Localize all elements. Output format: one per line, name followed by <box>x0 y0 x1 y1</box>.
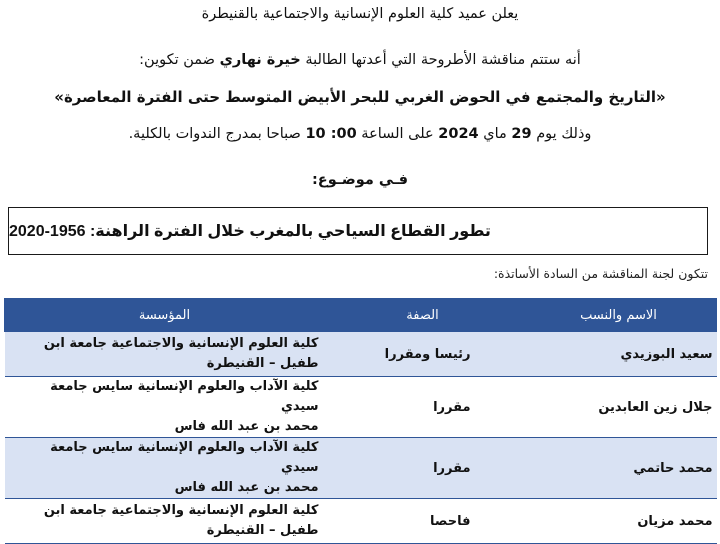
student-name: خيرة نهاري <box>219 52 301 68</box>
header-institution: المؤسسة <box>5 299 325 332</box>
committee-table <box>4 298 717 544</box>
member-role: مقررا <box>325 377 521 438</box>
committee-intro: تتكون لجنة المناقشة من السادة الأساتذة: <box>493 266 708 281</box>
intro-suffix: ضمن تكوين: <box>139 52 215 68</box>
session-line <box>0 126 720 142</box>
session-day: 29 <box>511 126 532 142</box>
member-name: جلال زين العابدين <box>521 377 717 438</box>
member-role: رئيسا ومقررا <box>325 332 521 377</box>
session-year: 2024 <box>438 126 479 142</box>
header-role: الصفة <box>325 299 521 332</box>
institution-line-2: محمد بن عبد الله فاس <box>174 419 319 434</box>
table-row <box>5 438 717 499</box>
member-name: سعيد البوزيدي <box>521 332 717 377</box>
table-row <box>5 499 717 544</box>
member-role: فاحصا <box>325 499 521 544</box>
table-header-row <box>5 299 717 332</box>
member-role: مقررا <box>325 438 521 499</box>
institution-line-1: كلية الآداب والعلوم الإنسانية سايس جامعة سيدي <box>50 379 319 414</box>
topic-box <box>8 207 708 255</box>
session-suffix: صباحا بمدرج الندوات بالكلية. <box>128 126 301 142</box>
thesis-program: «التاريخ والمجتمع في الحوض الغربي للبحر الأبيض المتوسط حتى الفترة المعاصرة» <box>54 88 666 106</box>
session-month: ماي <box>483 126 507 142</box>
member-name: محمد مزيان <box>521 499 717 544</box>
session-at: على الساعة <box>361 126 434 142</box>
intro-line <box>0 52 720 68</box>
institution-line-2: طفيل – القنيطرة <box>206 523 319 538</box>
institution-line-1: كلية العلوم الإنسانية والاجتماعية جامعة ابن <box>43 503 319 518</box>
institution-line-2: طفيل – القنيطرة <box>206 356 319 371</box>
announcement-line: يعلن عميد كلية العلوم الإنسانية والاجتماعية بالقنيطرة <box>201 6 519 22</box>
member-institution <box>5 438 325 499</box>
thesis-topic: تطور القطاع السياحي بالمغرب خلال الفترة الراهنة: 1956-2020 <box>9 223 491 240</box>
header-name: الاسم والنسب <box>521 299 717 332</box>
table-row <box>5 332 717 377</box>
institution-line-1: كلية الآداب والعلوم الإنسانية سايس جامعة سيدي <box>50 440 319 475</box>
member-name: محمد حاتمي <box>521 438 717 499</box>
session-time: 00: 10 <box>305 126 357 142</box>
member-institution <box>5 332 325 377</box>
subject-label: فـي موضـوع: <box>312 172 408 188</box>
institution-line-1: كلية العلوم الإنسانية والاجتماعية جامعة ابن <box>43 336 319 351</box>
institution-line-2: محمد بن عبد الله فاس <box>174 480 319 495</box>
table-row <box>5 377 717 438</box>
member-institution <box>5 499 325 544</box>
intro-prefix: أنه ستتم مناقشة الأطروحة التي أعدتها الطالبة <box>305 52 581 68</box>
session-prefix: وذلك يوم <box>536 126 592 142</box>
member-institution <box>5 377 325 438</box>
